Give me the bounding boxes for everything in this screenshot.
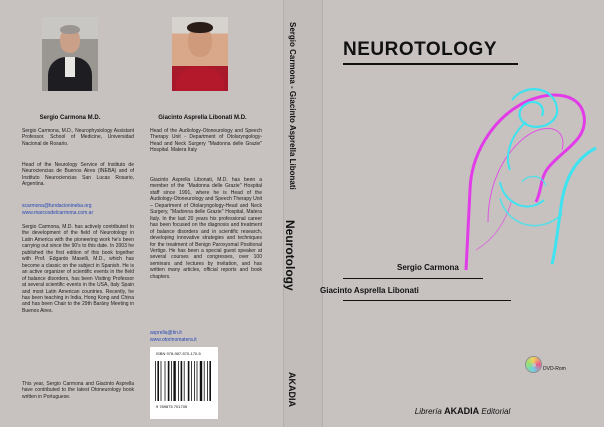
dvd-label: DVD-Rom [543, 366, 566, 372]
author1-bio-affiliation: Head of the Neurology Service of Instituto de Neurociencias de Buenos Aires (INEBA) and of Instituto Neurociencias San Lucas Rosario, Argentina. [22, 162, 134, 188]
ear-illustration [416, 70, 604, 280]
author1-hair [60, 25, 80, 34]
author1-shirt [65, 57, 75, 77]
spine-title: Neurotology [283, 220, 297, 291]
barcode-bars [155, 361, 213, 401]
book-title: NEUROTOLOGY [343, 39, 497, 60]
author2-bio-main: Giacinto Asprella Libonati, M.D. has been a member of the "Madonna delle Grazie" Hospital staff since 1991, where he is Head of the Audiology-Otoneurology and Speech Therapy Unit – Department of Otolaryngology-Head and Neck Surgery, "Madonna delle Grazie" Hospital, Matera Italy. In the last 20 years his professional career has been focused on the diagnosis and treatment of balance disorders and in scientific research, developing innovative strategies and techniques for the treatment of Benign Paroxysmal Positional Vertigo. He has been a special guest speaker at several courses and congresses, over 100 seminars and lectures by invitation, and has written many articles, official reports and book chapters. [150, 177, 262, 280]
front-author1: Sergio Carmona [397, 263, 459, 272]
author2-bio-position: Head of the Audiology-Otoneurology and Speech Therapy Unit - Department of Otolaryngology-Head and Neck Surgery "Madonna delle Grazie" Hospital. Matera Italy [150, 128, 262, 154]
dvd-icon [526, 357, 541, 372]
isbn-label: ISBN 978-987-570-170-5 [156, 351, 201, 356]
author1-email-link[interactable]: scarmona@fundacionineba.org [22, 203, 92, 209]
author1-bio-main: Sergio Carmona, M.D. has actively contributed to the development of the field of Neurotology in Latin America with the pioneering work he's been carrying out since the 90's to this date. In 2003 he published the first edition of this book together with Prof. Edgardo Maselli, M.D., which has become a classic on the subject in Spanish. He is an active organizer of scientific events in the field of balance disorders, has been Visiting Professor at several scientific events in the USA, Italy Spain and most Latin American countries. Recently, he has been teaching in India, Hong Kong and China and has been Chair to the 29th Barány Meeting in Buenos Aires. [22, 224, 134, 314]
author2-hair [187, 22, 213, 33]
publisher-imprint [321, 406, 604, 416]
spine-authors: Sergio Carmona - Giacinto Asprella Libonati [288, 22, 297, 190]
author2-underline [343, 300, 511, 301]
spine-publisher: AKADIA [287, 372, 297, 407]
isbn-barcode [150, 347, 218, 419]
author1-caption: Sergio Carmona M.D. [39, 115, 101, 121]
author2-photo [172, 17, 228, 91]
publisher-prefix: Librería [414, 407, 442, 416]
author1-web-link[interactable]: www.marcosdelcarmona.com.ar [22, 210, 94, 216]
author1-underline [343, 278, 483, 279]
back-cover [0, 0, 283, 427]
author1-bio-intro: Sergio Carmona, M.D., Neurophysiology Assistant Professor. School of Medicine, Universidad Nacional de Rosario. [22, 128, 134, 147]
front-cover [321, 0, 604, 427]
publisher-suffix: Editorial [481, 407, 511, 416]
book-spine [283, 0, 323, 427]
author2-shirt [176, 67, 224, 91]
publisher-name: AKADIA [444, 406, 480, 416]
front-author2: Giacinto Asprella Libonati [320, 286, 419, 295]
author1-photo [42, 17, 98, 91]
title-underline [343, 63, 518, 65]
author2-web-link[interactable]: www.otorinomatera.it [150, 337, 197, 343]
author2-caption: Giacinto Asprella Libonati M.D. [158, 115, 247, 121]
barcode-digits: 9 789875 701705 [156, 404, 188, 409]
author2-email-link[interactable]: asprella@tin.it [150, 330, 182, 336]
author1-bio-closing: This year, Sergio Carmona and Giacinto Asprella have contributed to the latest Otoneurology book written in Portuguese. [22, 381, 134, 400]
